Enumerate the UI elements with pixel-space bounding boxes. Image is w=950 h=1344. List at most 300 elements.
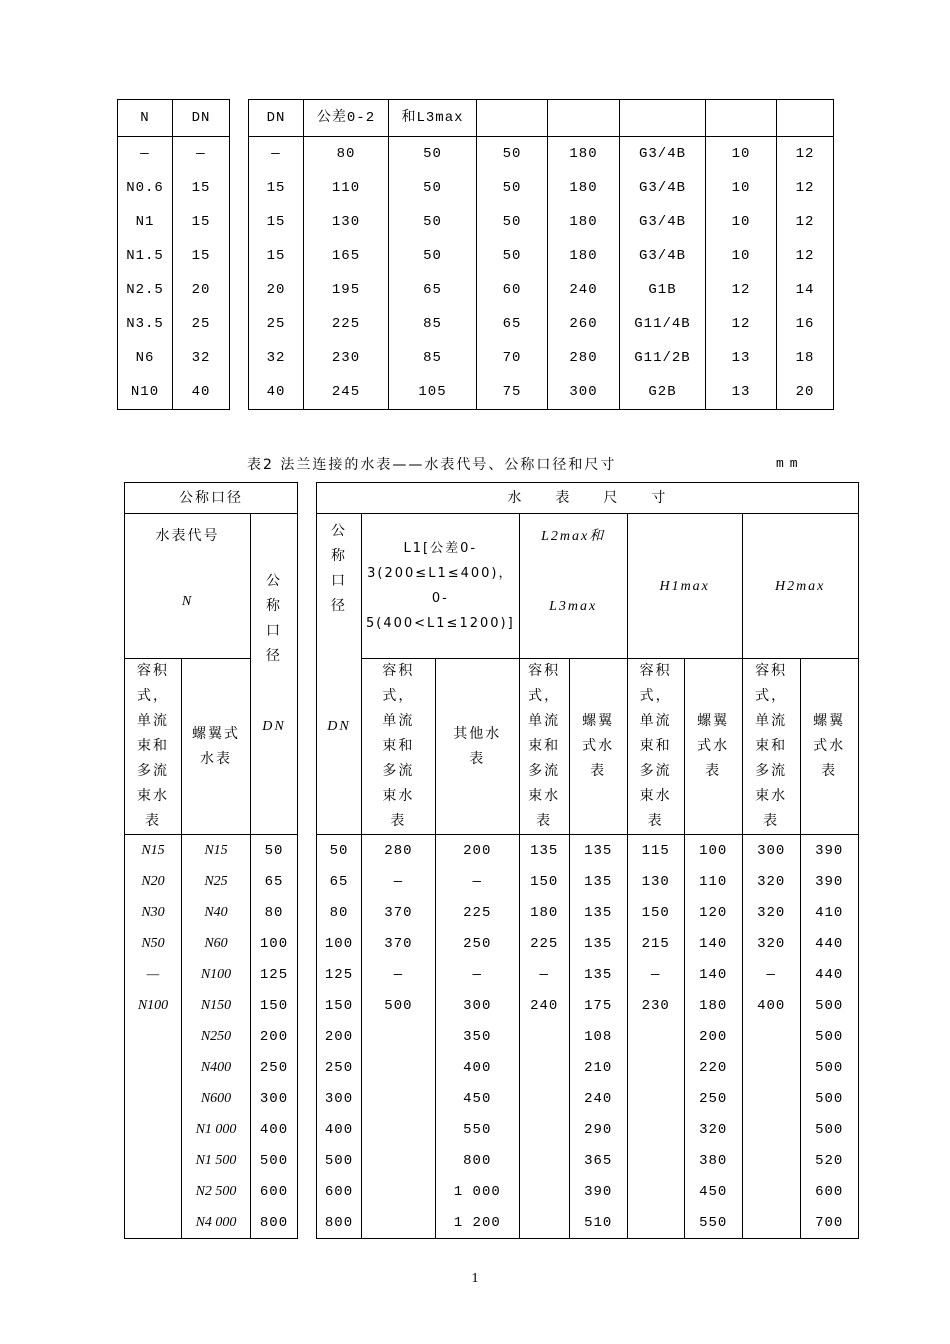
table-cell: 20 (173, 273, 230, 307)
l2-header (519, 514, 627, 659)
table-cell: 12 (777, 205, 834, 239)
table-cell: 390 (800, 866, 858, 897)
helical-meter-label: 螺翼 式水 表 (813, 713, 846, 779)
table-cell: 1 200 (435, 1207, 519, 1239)
header-cell (706, 100, 777, 137)
table-cell: 250 (317, 1052, 362, 1083)
table-cell: 400 (317, 1114, 362, 1145)
dn-label: DN (262, 719, 286, 734)
table-cell: 240 (548, 273, 620, 307)
table-cell: 100 (684, 835, 742, 867)
table-cell: 115 (627, 835, 684, 867)
table-cell: 390 (569, 1176, 627, 1207)
table-cell: 500 (800, 1083, 858, 1114)
table-cell: 550 (435, 1114, 519, 1145)
table-cell: 85 (389, 341, 477, 375)
header-cell: 和L3max (389, 100, 477, 137)
table-row (317, 1114, 859, 1145)
table-cell: 370 (362, 897, 436, 928)
table-cell: 260 (548, 307, 620, 341)
table-cell: N2.5 (118, 273, 173, 307)
table-cell (742, 1176, 800, 1207)
table-cell: 150 (519, 866, 569, 897)
table-cell (627, 1052, 684, 1083)
table-cell: 125 (317, 959, 362, 990)
table-cell: 13 (706, 375, 777, 410)
table-cell: 100 (317, 928, 362, 959)
table-cell: 15 (249, 239, 304, 273)
table-cell: 15 (249, 205, 304, 239)
table-cell: 15 (173, 205, 230, 239)
table-cell: 280 (362, 835, 436, 867)
table-cell: 125 (251, 959, 298, 990)
table-cell: — (362, 959, 436, 990)
table-cell: — (362, 866, 436, 897)
table-row (118, 307, 230, 341)
table-cell: 600 (251, 1176, 298, 1207)
table-cell: 410 (800, 897, 858, 928)
table-cell: 135 (569, 866, 627, 897)
table-cell (519, 1114, 569, 1145)
table-cell (362, 1083, 436, 1114)
table-cell: 800 (251, 1207, 298, 1239)
table-row (125, 959, 298, 990)
table-row (118, 375, 230, 410)
table-cell: 180 (548, 171, 620, 205)
table-cell: — (249, 137, 304, 172)
table-cell (627, 1114, 684, 1145)
table-cell: 300 (317, 1083, 362, 1114)
volumetric-meter-label: 容积 式， 单流 束和 多流 束水 表 (382, 663, 415, 829)
table-row (317, 1083, 859, 1114)
table-row (125, 897, 298, 928)
table-cell: N15 (125, 835, 182, 867)
table2-right (316, 482, 859, 1239)
table-cell: 15 (173, 239, 230, 273)
table-row (125, 1176, 298, 1207)
table-cell (519, 1207, 569, 1239)
table-cell: 250 (251, 1052, 298, 1083)
table-cell: G1B (620, 273, 706, 307)
water-meter-code-label: 水表代号 (155, 528, 220, 544)
table-cell: N1 (118, 205, 173, 239)
table-cell: 80 (317, 897, 362, 928)
table-row (125, 1052, 298, 1083)
table1-right-header-row (249, 100, 834, 137)
table-row (118, 171, 230, 205)
table2-left (124, 482, 298, 1239)
h2-header: H2max (742, 514, 858, 659)
table-row (125, 866, 298, 897)
l1-other-header (435, 659, 519, 835)
table-cell: N1 500 (182, 1145, 251, 1176)
table-cell: G11/2B (620, 341, 706, 375)
table-cell: 60 (477, 273, 548, 307)
table-cell: N1 000 (182, 1114, 251, 1145)
h1-volumetric-header (627, 659, 684, 835)
table-cell: — (118, 137, 173, 172)
table-row (118, 273, 230, 307)
table-cell: 50 (389, 171, 477, 205)
volumetric-meter-label: 容积 式， 单流 束和 多流 束水 表 (137, 663, 169, 829)
table-cell: N0.6 (118, 171, 173, 205)
table-cell: 700 (800, 1207, 858, 1239)
table-cell (362, 1021, 436, 1052)
table-cell: 450 (435, 1083, 519, 1114)
table-cell: 165 (304, 239, 389, 273)
table-cell: 32 (173, 341, 230, 375)
table-cell: 195 (304, 273, 389, 307)
table-cell: 400 (742, 990, 800, 1021)
table-cell: 14 (777, 273, 834, 307)
table-cell (362, 1052, 436, 1083)
table-cell: 230 (627, 990, 684, 1021)
right-dn-header (317, 514, 362, 835)
table-row (125, 1145, 298, 1176)
table-cell: 210 (569, 1052, 627, 1083)
table-cell: 365 (569, 1145, 627, 1176)
table-cell: 10 (706, 205, 777, 239)
helical-meter-label: 螺翼式 水表 (192, 725, 240, 767)
table-cell: 800 (317, 1207, 362, 1239)
table-row (317, 1021, 859, 1052)
table-cell: 250 (684, 1083, 742, 1114)
table-cell: N2 500 (182, 1176, 251, 1207)
table-cell: N25 (182, 866, 251, 897)
table-cell: 50 (477, 239, 548, 273)
table-cell: 240 (519, 990, 569, 1021)
table-cell (742, 1083, 800, 1114)
table-cell: 15 (249, 171, 304, 205)
table-cell: 70 (477, 341, 548, 375)
helical-meter-header (182, 659, 251, 835)
volumetric-meter-label: 容积 式， 单流 束和 多流 束水 表 (639, 663, 672, 829)
table-cell: 13 (706, 341, 777, 375)
table-cell: — (125, 959, 182, 990)
table-cell: 500 (800, 1021, 858, 1052)
table-cell: 250 (435, 928, 519, 959)
l2-header-bottom: L3max (549, 598, 598, 614)
table-cell: 450 (684, 1176, 742, 1207)
table2-right-body (317, 835, 859, 1239)
table-cell: 300 (251, 1083, 298, 1114)
table-cell (627, 1083, 684, 1114)
table-cell: 320 (742, 897, 800, 928)
table-cell: 120 (684, 897, 742, 928)
table-cell (125, 1052, 182, 1083)
table-cell: 600 (800, 1176, 858, 1207)
table-cell: 550 (684, 1207, 742, 1239)
table-row (317, 1052, 859, 1083)
table-cell: N400 (182, 1052, 251, 1083)
table-row (249, 239, 834, 273)
table-cell: 200 (435, 835, 519, 867)
l1-volumetric-header (362, 659, 436, 835)
table-cell: 500 (800, 990, 858, 1021)
header-cell: N (118, 100, 173, 137)
header-cell (477, 100, 548, 137)
nominal-diameter-vertical-label: 公 称 口 径 (266, 573, 282, 664)
table-cell: 15 (173, 171, 230, 205)
table-cell (742, 1052, 800, 1083)
table-cell (742, 1145, 800, 1176)
table-cell (519, 1021, 569, 1052)
table-cell: 50 (389, 137, 477, 172)
table-cell: 245 (304, 375, 389, 410)
table-cell: 18 (777, 341, 834, 375)
table-row (125, 928, 298, 959)
table-cell: G3/4B (620, 137, 706, 172)
table2-caption: 表2 法兰连接的水表——水表代号、公称口径和尺寸 (247, 457, 617, 473)
table1-left (117, 99, 230, 410)
header-cell (777, 100, 834, 137)
table-cell: 180 (548, 137, 620, 172)
table-cell: 520 (800, 1145, 858, 1176)
table-cell: 390 (800, 835, 858, 867)
header-cell: 公差0-2 (304, 100, 389, 137)
table-cell: 12 (777, 171, 834, 205)
l2-header-top: L2max和 (541, 528, 606, 544)
table-cell: 105 (389, 375, 477, 410)
table-row (249, 137, 834, 172)
table-cell: N20 (125, 866, 182, 897)
table-cell: 10 (706, 171, 777, 205)
table-row (317, 1176, 859, 1207)
table-cell: 200 (317, 1021, 362, 1052)
table-row (317, 866, 859, 897)
table-cell: 85 (389, 307, 477, 341)
table-cell: — (173, 137, 230, 172)
table-cell: 320 (742, 866, 800, 897)
table-cell: 240 (569, 1083, 627, 1114)
table-cell: 320 (742, 928, 800, 959)
table-row (249, 205, 834, 239)
table-cell: 130 (627, 866, 684, 897)
table-cell: 50 (389, 205, 477, 239)
table-cell: N150 (182, 990, 251, 1021)
table-row (125, 1114, 298, 1145)
table-cell: 380 (684, 1145, 742, 1176)
table-cell: 50 (317, 835, 362, 867)
table-cell: 180 (548, 239, 620, 273)
table-row (317, 959, 859, 990)
right-dn-vertical-label: 公 称 口 径 (331, 523, 347, 614)
table-row (317, 1207, 859, 1239)
table-cell (362, 1145, 436, 1176)
table-cell: 350 (435, 1021, 519, 1052)
left-group-header: 公称口径 (125, 483, 298, 514)
table-cell (627, 1145, 684, 1176)
table-cell: N100 (182, 959, 251, 990)
table-cell: 135 (569, 897, 627, 928)
table-row (249, 171, 834, 205)
table-cell: 175 (569, 990, 627, 1021)
table-cell: 200 (684, 1021, 742, 1052)
n-symbol: N (181, 594, 194, 609)
table-cell: 108 (569, 1021, 627, 1052)
table-cell: 180 (548, 205, 620, 239)
table-row (317, 897, 859, 928)
helical-meter-label: 螺翼 式水 表 (582, 713, 615, 779)
other-meters-label: 其他水 表 (453, 725, 502, 767)
table1-right (248, 99, 834, 410)
table-cell: 65 (477, 307, 548, 341)
table-cell: 32 (249, 341, 304, 375)
table-row (249, 273, 834, 307)
table-cell: 135 (569, 928, 627, 959)
table-cell: 40 (249, 375, 304, 410)
table-cell: 225 (304, 307, 389, 341)
table-cell: — (435, 866, 519, 897)
h2-helical-header (800, 659, 858, 835)
table1-right-body (249, 137, 834, 410)
table-cell: 16 (777, 307, 834, 341)
table-cell: 12 (706, 273, 777, 307)
table-cell: N1.5 (118, 239, 173, 273)
table-row (125, 1207, 298, 1239)
table-cell: 65 (317, 866, 362, 897)
table-cell (519, 1145, 569, 1176)
table-cell: 12 (777, 239, 834, 273)
table-cell: 50 (251, 835, 298, 867)
header-cell (548, 100, 620, 137)
table-cell: 110 (304, 171, 389, 205)
table-cell: 80 (304, 137, 389, 172)
table-cell: 400 (435, 1052, 519, 1083)
table-cell (519, 1052, 569, 1083)
table-cell: 1 000 (435, 1176, 519, 1207)
table-cell: 140 (684, 928, 742, 959)
table-cell (742, 1021, 800, 1052)
table-cell (362, 1207, 436, 1239)
helical-meter-label: 螺翼 式水 表 (697, 713, 730, 779)
table-cell: 280 (548, 341, 620, 375)
h1-header: H1max (627, 514, 742, 659)
table-cell: 25 (249, 307, 304, 341)
table-cell: G2B (620, 375, 706, 410)
table-cell: 800 (435, 1145, 519, 1176)
table-cell: — (742, 959, 800, 990)
table-cell: 12 (777, 137, 834, 172)
table-cell: 290 (569, 1114, 627, 1145)
volumetric-meter-label: 容积 式， 单流 束和 多流 束水 表 (528, 663, 561, 829)
right-group-header: 水 表 尺 寸 (317, 483, 859, 514)
table-cell: N3.5 (118, 307, 173, 341)
table-cell: 300 (742, 835, 800, 867)
table-cell (627, 1176, 684, 1207)
table-cell: 225 (435, 897, 519, 928)
header-cell: DN (173, 100, 230, 137)
table-cell: 500 (317, 1145, 362, 1176)
table-cell: G11/4B (620, 307, 706, 341)
header-cell (620, 100, 706, 137)
table-cell: 300 (435, 990, 519, 1021)
table-row (317, 1145, 859, 1176)
nominal-diameter-header (251, 514, 298, 835)
table-cell: N250 (182, 1021, 251, 1052)
table-cell (125, 1145, 182, 1176)
table-row (125, 1021, 298, 1052)
table-cell: N30 (125, 897, 182, 928)
table-cell: 510 (569, 1207, 627, 1239)
table-cell: — (519, 959, 569, 990)
table-cell: 50 (477, 205, 548, 239)
table2-left-body (125, 835, 298, 1239)
h2-volumetric-header (742, 659, 800, 835)
table-cell: 400 (251, 1114, 298, 1145)
water-meter-code-header (125, 514, 251, 659)
table-cell: 220 (684, 1052, 742, 1083)
table-cell: 12 (706, 307, 777, 341)
l1-header: L1[公差0-3(200≤L1≤400)，0-5(400<L1≤1200)] (362, 514, 520, 659)
table-cell: 50 (477, 137, 548, 172)
table-cell: 180 (684, 990, 742, 1021)
volumetric-meter-label: 容积 式， 单流 束和 多流 束水 表 (755, 663, 788, 829)
table-row (125, 1083, 298, 1114)
right-dn-label: DN (327, 719, 351, 734)
table-cell: 300 (548, 375, 620, 410)
table-cell: — (435, 959, 519, 990)
table-cell: N600 (182, 1083, 251, 1114)
table-cell: 150 (317, 990, 362, 1021)
table-cell: N15 (182, 835, 251, 867)
table-row (317, 928, 859, 959)
table-cell: N100 (125, 990, 182, 1021)
table-cell (362, 1114, 436, 1145)
table-cell: 135 (519, 835, 569, 867)
table-cell (742, 1114, 800, 1145)
table-row (118, 205, 230, 239)
h1-helical-header (684, 659, 742, 835)
table-cell: 50 (389, 239, 477, 273)
volumetric-meter-header (125, 659, 182, 835)
table-cell: 65 (389, 273, 477, 307)
table-cell: 500 (362, 990, 436, 1021)
table-cell: — (627, 959, 684, 990)
table-row (125, 990, 298, 1021)
table-cell: 500 (800, 1052, 858, 1083)
table-cell: 25 (173, 307, 230, 341)
table-cell: 110 (684, 866, 742, 897)
table-row (118, 341, 230, 375)
table-cell: 75 (477, 375, 548, 410)
table-cell: 500 (251, 1145, 298, 1176)
table-cell: 215 (627, 928, 684, 959)
table-cell: 135 (569, 959, 627, 990)
table-cell: N60 (182, 928, 251, 959)
table-cell: 225 (519, 928, 569, 959)
table-row (317, 835, 859, 867)
table-row (118, 239, 230, 273)
table1-left-body (118, 137, 230, 410)
table-cell: G3/4B (620, 239, 706, 273)
table-cell: 200 (251, 1021, 298, 1052)
table-cell: N4 000 (182, 1207, 251, 1239)
table-cell: 440 (800, 959, 858, 990)
table-row (249, 341, 834, 375)
table-cell (519, 1176, 569, 1207)
table1-left-header-row (118, 100, 230, 137)
table-row (125, 835, 298, 867)
table-cell (627, 1207, 684, 1239)
table-cell: 150 (627, 897, 684, 928)
table2-unit: mm (776, 456, 804, 471)
table-cell: 50 (477, 171, 548, 205)
table-cell: 20 (249, 273, 304, 307)
table-cell (125, 1207, 182, 1239)
table-cell (627, 1021, 684, 1052)
table-row (118, 137, 230, 172)
